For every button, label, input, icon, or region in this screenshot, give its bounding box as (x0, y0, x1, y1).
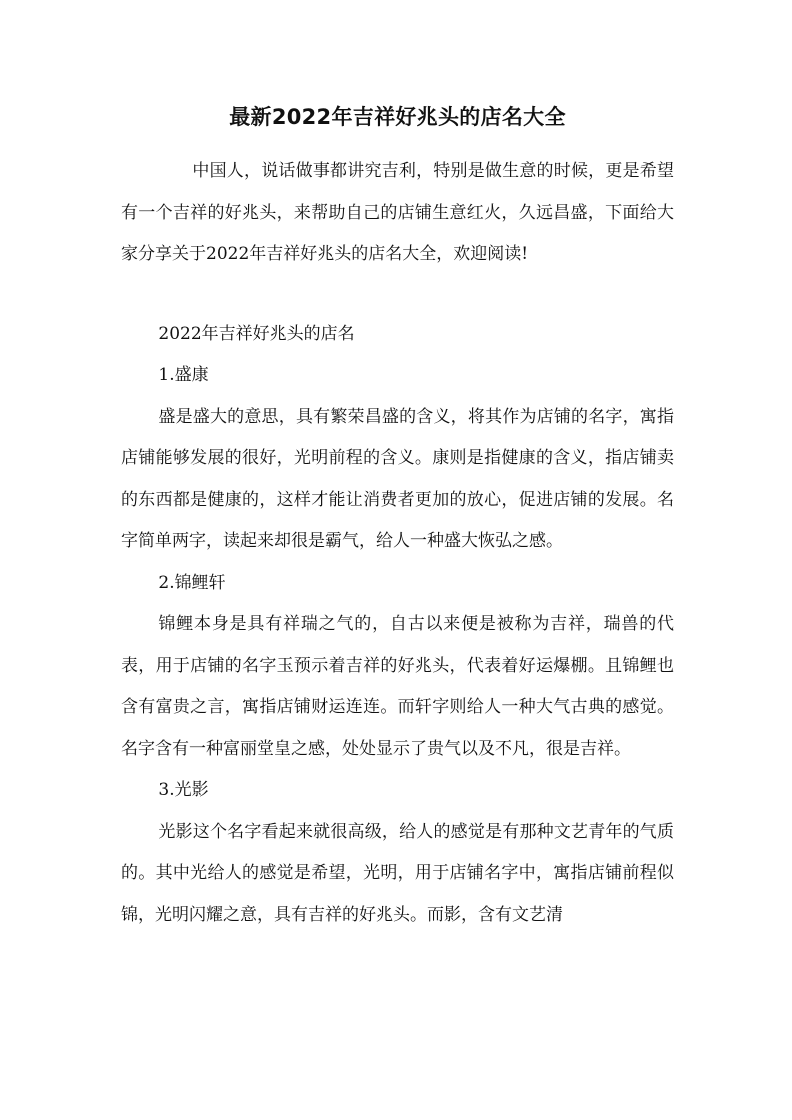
document-content (121, 97, 674, 936)
item-heading-2: 2.锦鲤轩 (158, 572, 226, 593)
item-heading-3: 3.光影 (158, 780, 209, 800)
document-title: 最新2022年吉祥好兆头的店名大全 (229, 105, 566, 129)
item-body-3: 光影这个名字看起来就很高级，给人的感觉是有那种文艺青年的气质的。其中光给人的感觉是希望，光明，用于店铺名字中，寓指店铺前程似锦，光明闪耀之意，具有吉祥的好兆头。而影，含有文艺清 (121, 821, 674, 925)
item-body-2: 锦鲤本身是具有祥瑞之气的，自古以来便是被称为吉祥，瑞兽的代表，用于店铺的名字玉预示着吉祥的好兆头，代表着好运爆棚。且锦鲤也含有富贵之言，寓指店铺财运连连。而轩字则给人一种大气古典的感觉。名字含有一种富丽堂皇之感，处处显示了贵气以及不凡，很是吉祥。 (121, 614, 674, 759)
section-heading: 2022年吉祥好兆头的店名 (158, 323, 355, 344)
item-body-1: 盛是盛大的意思，具有繁荣昌盛的含义，将其作为店铺的名字，寓指店铺能够发展的很好，光明前程的含义。康则是指健康的含义，指店铺卖的东西都是健康的，这样才能让消费者更加的放心，促进店铺的发展。名字简单两字，读起来却很是霸气，给人一种盛大恢弘之感。 (121, 406, 674, 551)
section-spacer (121, 276, 674, 314)
item-heading-1: 1.盛康 (158, 365, 209, 385)
intro-paragraph: 中国人，说话做事都讲究吉利，特别是做生意的时候，更是希望有一个吉祥的好兆头，来帮助自己的店铺生意红火，久远昌盛，下面给大家分享关于2022年吉祥好兆头的店名大全，欢迎阅读! (121, 161, 674, 264)
